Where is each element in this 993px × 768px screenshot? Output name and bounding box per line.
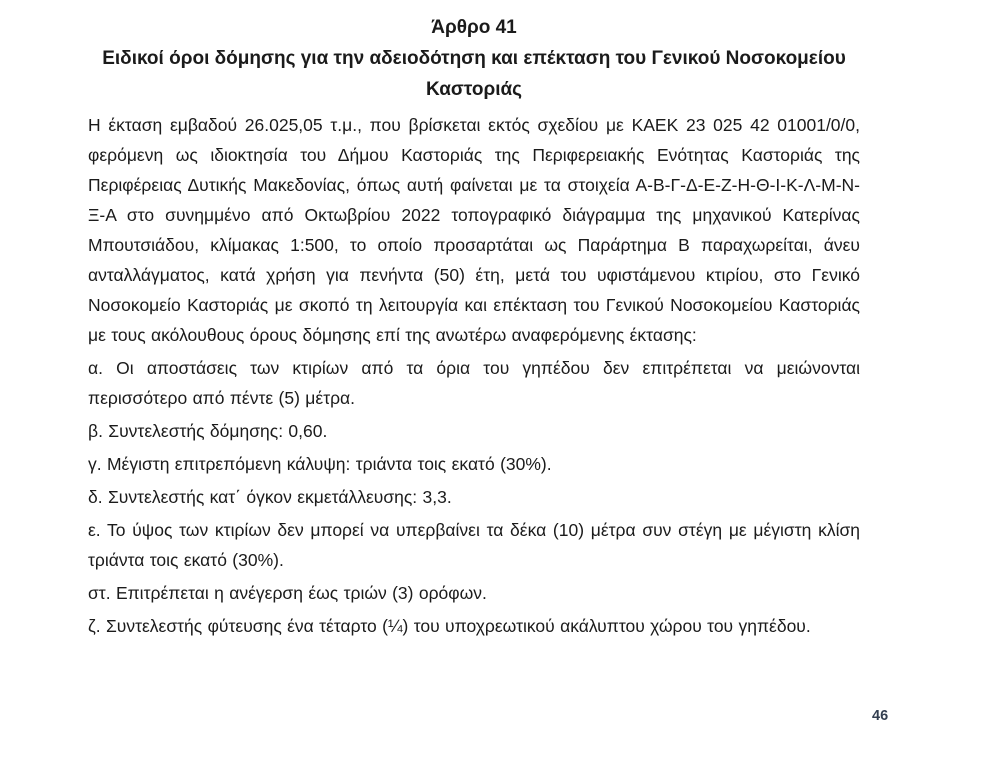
- paragraph: ε. Το ύψος των κτιρίων δεν μπορεί να υπερβαίνει τα δέκα (10) μέτρα συν στέγη με μέγιστη κλίση τριάντα τοις εκατό (30%).: [88, 520, 860, 570]
- paragraph: β. Συντελεστής δόμησης: 0,60.: [88, 421, 328, 441]
- article-body: [88, 110, 860, 641]
- article-heading-line1: Ειδικοί όροι δόμησης για την αδειοδότηση και επέκταση του Γενικού Νοσοκομείου: [102, 48, 846, 69]
- article-heading: [88, 43, 860, 105]
- page-number: 46: [872, 708, 889, 724]
- article-number-title: Άρθρο 41: [431, 17, 517, 38]
- paragraph: ζ. Συντελεστής φύτευσης ένα τέταρτο (¼) του υποχρεωτικού ακάλυπτου χώρου του γηπέδου.: [88, 616, 811, 636]
- article-content: [88, 12, 860, 644]
- paragraph: Η έκταση εμβαδού 26.025,05 τ.μ., που βρίσκεται εκτός σχεδίου με ΚΑΕΚ 23 025 42 01001/0/0, φερόμενη ως ιδιοκτησία του Δήμου Καστοριάς της Περιφερειακής Ενότητας Καστοριάς της Περιφέρειας Δυτικής Μακεδονίας, όπως αυτή φαίνεται με τα στοιχεία Α-Β-Γ-Δ-Ε-Ζ-Η-Θ-Ι-Κ-Λ-Μ-Ν-Ξ-Α στο συνημμένο από Οκτωβρίου 2022 τοπογραφικό διάγραμμα της μηχανικού Κατερίνας Μπουτσιάδου, κλίμακας 1:500, το οποίο προσαρτάται ως Παράρτημα Β παραχωρείται, άνευ ανταλλάγματος, κατά χρήση για πενήντα (50) έτη, μετά του υφιστάμενου κτιρίου, στο Γενικό Νοσοκομείο Καστοριάς με σκοπό τη λειτουργία και επέκταση του Γενικού Νοσοκομείου Καστοριάς με τους ακόλουθους όρους δόμησης επί της ανωτέρω αναφερόμενης έκτασης:: [88, 115, 860, 345]
- paragraph: γ. Μέγιστη επιτρεπόμενη κάλυψη: τριάντα τοις εκατό (30%).: [88, 454, 552, 474]
- paragraph: στ. Επιτρέπεται η ανέγερση έως τριών (3) ορόφων.: [88, 583, 487, 603]
- paragraph: α. Οι αποστάσεις των κτιρίων από τα όρια του γηπέδου δεν επιτρέπεται να μειώνονται περισσότερο από πέντε (5) μέτρα.: [88, 358, 860, 408]
- paragraph: δ. Συντελεστής κατ΄ όγκον εκμετάλλευσης: 3,3.: [88, 487, 452, 507]
- article-heading-line2: Καστοριάς: [425, 79, 523, 100]
